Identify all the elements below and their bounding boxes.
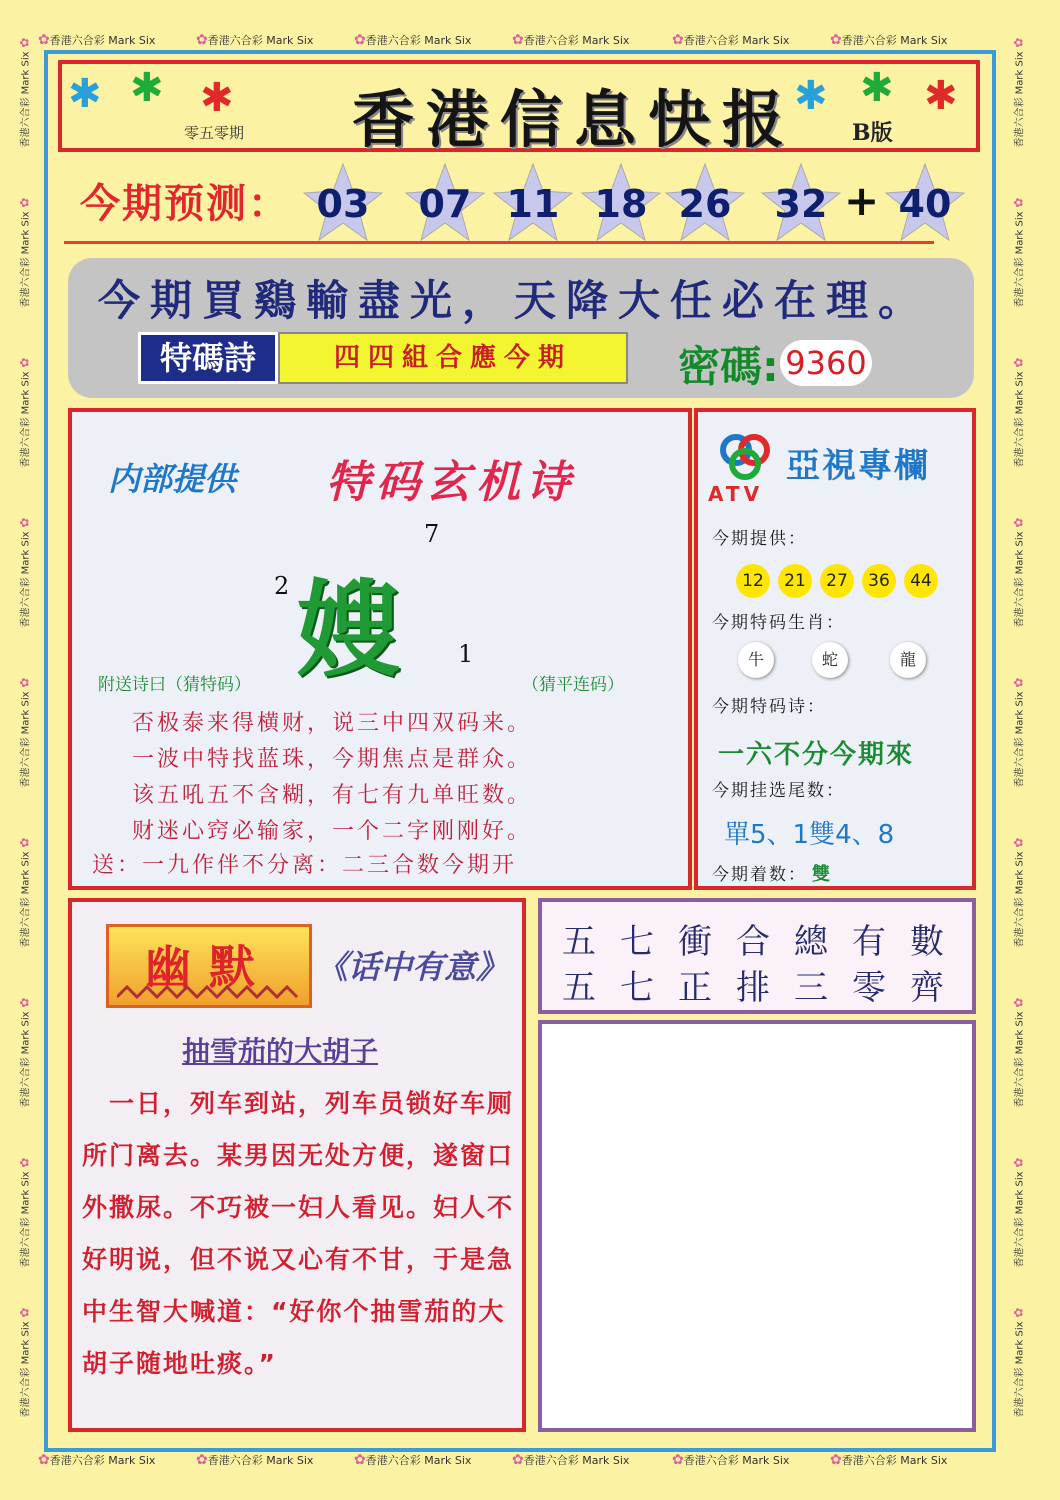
blank-panel [538, 1020, 976, 1432]
slogan-box [68, 258, 974, 398]
tails-label: 今期挂选尾数： [712, 781, 845, 801]
watermark-text: ✿ 香港六合彩 Mark Six [830, 1452, 947, 1468]
mystery-poem-panel [68, 408, 692, 890]
special-poem-text: 四四組合應今期 [278, 332, 628, 384]
humor-subtitle: 《话中有意》 [316, 948, 509, 986]
prediction-number-value: 26 [678, 182, 732, 226]
prediction-number-value: 07 [418, 182, 472, 226]
special-poem-label: 特碼詩 [138, 332, 278, 384]
prediction-number-value: 03 [316, 182, 370, 226]
watermark-text: 香港六合彩 Mark Six ✿ [1011, 688, 1026, 788]
atv-logo [708, 428, 778, 506]
watermark-text: 香港六合彩 Mark Six ✿ [1011, 1008, 1026, 1108]
watermark-text: 香港六合彩 Mark Six ✿ [17, 1168, 32, 1268]
prediction-number [302, 162, 384, 244]
verse-line: 财迷心窍必输家，一个二字刚刚好。 [132, 819, 533, 844]
watermark-text: ✿ 香港六合彩 Mark Six [196, 32, 313, 48]
special-number-value: 40 [898, 182, 952, 226]
zodiac-label: 今期特码生肖： [712, 613, 845, 633]
atv-title: 亞視專欄 [786, 446, 930, 486]
superscript-number: 7 [424, 520, 440, 548]
watermark-text: ✿ 香港六合彩 Mark Six [38, 1452, 155, 1468]
special-number [884, 162, 966, 244]
code-value: 9360 [780, 340, 872, 386]
watermark-text: ✿ 香港六合彩 Mark Six [512, 1452, 629, 1468]
flower-icon: ✱ [130, 65, 164, 111]
prediction-number-value: 11 [506, 182, 560, 226]
watermark-text: 香港六合彩 Mark Six ✿ [17, 1318, 32, 1418]
prediction-number-value: 18 [594, 182, 648, 226]
humor-badge [106, 924, 312, 1008]
flower-icon: ✱ [200, 75, 234, 121]
atv-logo-text: ATV [708, 482, 764, 506]
watermark-text: 香港六合彩 Mark Six ✿ [17, 208, 32, 308]
story-title: 抽雪茄的大胡子 [182, 1035, 379, 1068]
atv-column [694, 408, 976, 890]
watermark-text: 香港六合彩 Mark Six ✿ [1011, 848, 1026, 948]
verse-line: 一波中特找蓝珠，今期焦点是群众。 [132, 747, 533, 772]
humor-panel [68, 898, 526, 1432]
masthead [58, 60, 980, 156]
number-ball: 27 [820, 564, 854, 598]
superscript-number: 2 [274, 572, 290, 600]
watermark-text: ✿ 香港六合彩 Mark Six [672, 32, 789, 48]
zodiac-ball: 龍 [890, 642, 926, 678]
prediction-number [404, 162, 486, 244]
issue-number: 零五零期 [184, 124, 245, 142]
watermark-text: ✿ 香港六合彩 Mark Six [672, 1452, 789, 1468]
watermark-text: 香港六合彩 Mark Six ✿ [1011, 1318, 1026, 1418]
number-ball: 21 [778, 564, 812, 598]
prediction-number [492, 162, 574, 244]
watermark-text: 香港六合彩 Mark Six ✿ [1011, 1168, 1026, 1268]
superscript-number: 1 [458, 640, 474, 668]
guess-flat-label: （猜平连码） [522, 675, 624, 695]
couplet-panel [538, 898, 976, 1014]
watermark-bottom [0, 1448, 1060, 1476]
humor-badge-text: 幽默 [145, 940, 273, 994]
special-poem-label: 今期特码诗： [712, 697, 826, 717]
tails-value: 單5、1雙4、8 [724, 820, 895, 850]
verse-line: 送：一九作伴不分离：二三合数今期开 [92, 853, 518, 878]
flower-icon: ✱ [68, 71, 102, 117]
prediction-label: 今期预测： [80, 181, 290, 227]
verse-line: 否极泰来得横财，说三中四双码来。 [132, 711, 533, 736]
flower-icon: ✱ [794, 73, 828, 119]
zigzag-ornament [117, 985, 303, 1001]
plus-sign: + [844, 176, 880, 225]
number-ball: 36 [862, 564, 896, 598]
watermark-text: 香港六合彩 Mark Six ✿ [17, 848, 32, 948]
flower-icon: ✱ [924, 73, 958, 119]
number-ball: 12 [736, 564, 770, 598]
watermark-text: 香港六合彩 Mark Six ✿ [17, 48, 32, 148]
zodiac-ball: 牛 [738, 642, 774, 678]
watermark-text: 香港六合彩 Mark Six ✿ [1011, 48, 1026, 148]
prediction-number [664, 162, 746, 244]
zodiac-ball: 蛇 [812, 642, 848, 678]
prediction-row [58, 152, 980, 252]
bet-label: 今期着数： [712, 865, 807, 885]
watermark-text: 香港六合彩 Mark Six ✿ [17, 688, 32, 788]
edition-label: B版 [852, 120, 893, 146]
watermark-text: ✿ 香港六合彩 Mark Six [354, 32, 471, 48]
code-label: 密碼: [678, 342, 779, 391]
watermark-text: 香港六合彩 Mark Six ✿ [1011, 368, 1026, 468]
verse-line: 该五吼五不含糊，有七有九单旺数。 [132, 783, 533, 808]
watermark-text: ✿ 香港六合彩 Mark Six [354, 1452, 471, 1468]
couplet-line: 五七衝合總有數 [562, 922, 968, 962]
watermark-text: 香港六合彩 Mark Six ✿ [17, 368, 32, 468]
watermark-text: ✿ 香港六合彩 Mark Six [196, 1452, 313, 1468]
bet-value: 雙 [812, 864, 830, 885]
provide-label: 今期提供： [712, 529, 807, 549]
masthead-title: 香港信息快报 [352, 83, 797, 156]
guess-special-label: 附送诗曰（猜特码） [98, 675, 251, 695]
watermark-text: 香港六合彩 Mark Six ✿ [17, 1008, 32, 1108]
watermark-text: 香港六合彩 Mark Six ✿ [17, 528, 32, 628]
watermark-text: ✿ 香港六合彩 Mark Six [38, 32, 155, 48]
riddle-character: 嫂 [296, 568, 401, 691]
divider [64, 241, 934, 244]
prediction-number [580, 162, 662, 244]
watermark-text: 香港六合彩 Mark Six ✿ [1011, 208, 1026, 308]
watermark-left [12, 51, 38, 1460]
watermark-text: ✿ 香港六合彩 Mark Six [512, 32, 629, 48]
mystery-poem-title: 特码玄机诗 [326, 457, 576, 508]
watermark-right [1006, 51, 1032, 1460]
prediction-number-value: 32 [774, 182, 828, 226]
special-poem-text: 一六不分今期來 [718, 740, 915, 770]
watermark-text: ✿ 香港六合彩 Mark Six [830, 32, 947, 48]
slogan-text: 今期買鷄輸盡光，天降大任必在理。 [98, 276, 931, 325]
watermark-text: 香港六合彩 Mark Six ✿ [1011, 528, 1026, 628]
flower-icon: ✱ [860, 65, 894, 111]
story-text: 一日，列车到站，列车员锁好车厕所门离去。某男因无处方便，遂窗口外撒尿。不巧被一妇人看见。妇人不好明说，但不说又心有不甘，于是急中生智大喊道：“好你个抽雪茄的大胡子随地吐痰。” [82, 1089, 515, 1378]
prediction-number [760, 162, 842, 244]
insider-label: 内部提供 [108, 460, 237, 498]
couplet-line: 五七正排三零齊 [562, 968, 968, 1008]
number-ball: 44 [904, 564, 938, 598]
